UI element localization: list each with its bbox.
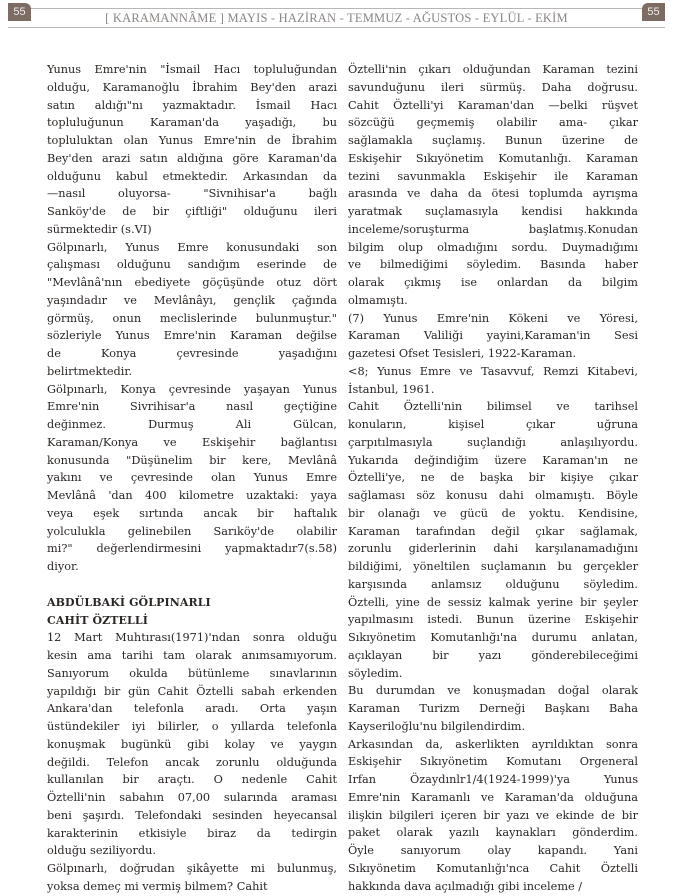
text-line: zorunlu giderlerinin dahi karşılanamadığını — [348, 542, 638, 556]
text-line: Gölpınarlı, doğrudan şikâyette mi bulunmuş, — [47, 862, 337, 875]
text-line: savunduğunu ileri sürmüş. Daha doğrusu. — [348, 80, 638, 94]
text-line: Gölpınarlı, Konya çevresinde yaşayan Yunus — [47, 382, 337, 396]
text-line: çarpıtılmasıyla suçlandığı anlaşılıyordu. — [348, 435, 638, 449]
text-line: bir olanağı ve gücü de yoktu. Kendisine, — [348, 506, 638, 520]
text-line: değinmez. Durmuş Ali Gülcan, — [47, 418, 337, 431]
text-line: belirtmektedir. — [47, 364, 133, 378]
text-line: Karaman/Konya ve Eskişehir bağlantısı — [47, 435, 337, 449]
text-line: söyledim. — [348, 666, 403, 680]
text-line: Karaman Turizm Derneği Başkanı Baha — [348, 702, 638, 715]
text-line: olduğu seziliyordu. — [47, 844, 156, 858]
text-line: olduğunu kabul etmektedir. Arkasından da — [47, 169, 337, 183]
text-line: çalışması olduğunu sandığım eserinde de — [47, 258, 337, 272]
text-line: konuşmak bugünkü gibi kolay ve yaygın — [47, 737, 337, 751]
text-line: karşısında anlamsız olduğunu söyledim. — [348, 577, 638, 591]
text-line: karakterinin etkisiyle biraz da tedirgin — [47, 826, 337, 840]
text-line: Ankara'dan telefonla aradı. Orta yaşın — [47, 702, 337, 716]
text-line: sözleriyle Yunus Emre'nin Karaman değilse — [47, 329, 337, 343]
right-column — [348, 61, 638, 895]
text-line: Eskişehir Sıkıyönetim Komutanlığı. Karaman — [348, 151, 638, 165]
spacer — [47, 576, 337, 594]
text-line: topluluğunun Karaman'da yaşadığı, bu — [47, 116, 337, 130]
text-line: Mevlânâ 'dan 400 kilometre uzaktaki: yaya — [47, 489, 337, 502]
text-line: konusunda "Düşünelim bir kere, Mevlânâ — [47, 453, 337, 467]
footnote-7 — [348, 310, 638, 363]
text-line: yaratmak suçlamasıyla kendisi hakkında — [348, 205, 638, 218]
text-line: İstanbul, 1961. — [348, 382, 435, 396]
text-line: açıklayan bir yazı gönderebileceğimi — [348, 648, 638, 662]
text-line: Öztelli'nin sabahın 07,00 sularında araması — [47, 791, 337, 804]
paragraph — [47, 381, 337, 576]
text-line: yolculukla gelinebilen Sarıköy'de olabilir — [47, 524, 337, 538]
text-line: paket olarak yazılı kaynakları gönderdim. — [348, 826, 638, 840]
text-line: görmüş, onun meclislerinde bulunmuştur." — [47, 311, 337, 325]
text-line: satın aldığı"nı yazmaktadır. İsmail Hacı — [47, 98, 337, 112]
text-line: olmamıştı. — [348, 293, 408, 307]
section-heading-oztelli: CAHİT ÖZTELLİ — [47, 613, 148, 627]
text-line: <8; Yunus Emre ve Tasavvuf, Remzi Kitabevi, — [348, 364, 638, 378]
left-column — [47, 61, 337, 896]
text-line: Öyle sanıyorum olay kapandı. Yani — [348, 844, 638, 857]
text-line: bilgim olup olmadığını sordu. Duymadığımı — [348, 240, 638, 254]
paragraph — [348, 61, 638, 310]
text-line: kullanılan bir araçtı. O nedenle Cahit — [47, 773, 337, 787]
text-line: 12 Mart Muhtırası(1971)'ndan sonra olduğu — [47, 631, 337, 645]
paragraph — [47, 629, 337, 860]
text-line: yakını ve çevresinde olan Yunus Emre — [47, 471, 337, 485]
text-line: üstündekiler iyi bilirler, o yıllarda telefonla — [47, 720, 337, 733]
text-line: diyor. — [47, 560, 79, 573]
text-line: —nasıl oluyorsa- "Sivnihisar'a bağlı — [47, 187, 337, 201]
text-line: veya eşek sırtında ancak bir haftalık — [47, 506, 337, 520]
text-line: Sanıyorum okulda bütünleme sınavlarının — [47, 666, 337, 680]
paragraph — [348, 682, 638, 735]
text-line: Sıkıyönetim Komutanlığı'nca Cahit Öztelli — [348, 861, 638, 875]
paragraph — [47, 61, 337, 239]
text-line: sürmektedir (s.VI) — [47, 222, 152, 236]
text-line: Irfan Özaydınlr1/4(1924-1999)'ya Yunus — [348, 773, 638, 786]
text-line: topluluktan olan Yunus Emre'nin de İbrahim — [47, 134, 337, 147]
text-line: Yunus Emre'nin "İsmail Hacı topluluğundan — [47, 63, 337, 76]
text-line: yaşındadır ve Mevlânâyı, gençlik çağında — [47, 293, 337, 307]
text-line: Karaman tarafından değil çıkar sağlamak, — [348, 524, 638, 538]
text-line: Arkasından da, askerlikten ayrıldıktan sonra — [348, 737, 638, 751]
text-line: inceleme/soruşturma başlatmış.Konudan — [348, 222, 638, 236]
text-line: Cahit Öztelli'nin bilimsel ve tarihsel — [348, 400, 638, 414]
text-line: arasında ve daha da ötesi toplumda ayrışma — [348, 187, 638, 201]
text-line: (7) Yunus Emre'nin Kökeni ve Yöresi, — [348, 311, 638, 325]
text-line: sözcüğü geçmemiş olabilir ama- çıkar — [348, 116, 638, 130]
text-line: Sanköy'de de bir çiftliği" olduğunu ileri — [47, 205, 337, 218]
text-line: bildiğimi, yöneltilen suçlamanın bu gerçekler — [348, 560, 638, 573]
page-number-right: 55 — [642, 3, 665, 21]
text-line: yapıldığı bir gün Cahit Öztelli sabah erkenden — [47, 684, 337, 698]
text-line: Öztelli'nin çıkarı olduğundan Karaman tezini — [348, 63, 638, 76]
text-line: Bey'den arazi satın aldığına göre Karaman'da — [47, 151, 337, 165]
text-line: olduğu, Karamanoğlu İbrahim Bey'den arazi — [47, 80, 337, 94]
text-line: konuların, kişisel çıkar uğruna — [348, 418, 638, 431]
text-line: değildi. Telefon ancak zorunlu olduğunda — [47, 755, 337, 769]
text-line: sağlamakla suçlamış. Bunun üzerine de — [348, 134, 638, 147]
page-number-left: 55 — [8, 3, 31, 21]
text-line: Karaman Valiliği yayini,Karaman'in Sesi — [348, 329, 638, 343]
text-line: Cahit Öztelli'yi Karaman'dan —belki rüşvet — [348, 98, 638, 112]
text-line: Yukarıda değindiğim üzere Karaman'ın ne — [348, 453, 638, 467]
text-line: de Konya çevresinde yaşadığını — [47, 347, 337, 360]
text-line: kesin ama tarihi tam olarak anımsamıyorum. — [47, 649, 337, 662]
text-line: tezini savunmakla Eskişehir ile Karaman — [348, 169, 638, 183]
text-line: ilişkin bilgileri içeren bir yazı ve ekinde de bir — [348, 808, 638, 822]
text-line: "Mevlânâ'nın ebediyete göçüşünde otuz dört — [47, 276, 337, 289]
text-line: olarak çıkmış ise onlardan da bilgim — [348, 276, 638, 289]
text-line: hakkında dava açılmadığı gibi inceleme / — [348, 879, 583, 893]
paragraph — [348, 398, 638, 682]
text-line: Sıkıyönetim Komutanlığı'na durumu anlatan, — [348, 631, 638, 644]
paragraph — [348, 736, 638, 896]
text-line: Eskişehir Sıkıyönetim Komutanı Orgeneral — [348, 755, 638, 769]
text-line: Öztelli, yine de sessiz kalmak yerine bir şeyler — [348, 595, 638, 609]
text-line: Emre'nin Karamanlı ve Karaman'da olduğuna — [348, 790, 638, 804]
text-line: sağlaması söz konusu dahi olmamıştı. Böyle — [348, 489, 638, 502]
text-line: gazetesi Ofset Tesisleri, 1922-Karaman. — [348, 347, 577, 360]
text-line: beni şaşırdı. Telefondaki sesinden heyecansal — [47, 808, 337, 822]
text-line: Öztelli'ye, ne de başka bir kişiye çıkar — [348, 471, 638, 485]
text-line: Bu durumdan ve konuşmadan doğal olarak — [348, 684, 638, 698]
text-line: mi?" değerlendirmesini yapmaktadır7(s.58) — [47, 542, 337, 556]
text-line: Kayseriloğlu'nu bilgilendirdim. — [348, 719, 526, 733]
text-line: yoksa demeç mi vermiş bilmem? Cahit — [47, 879, 268, 893]
footnote-8 — [348, 363, 638, 399]
section-heading-golpinarli: ABDÜLBAKİ GÖLPINARLI — [47, 595, 211, 609]
text-line: Emre'nin Sivrihisar'a nasıl geçtiğine — [47, 400, 337, 414]
text-line: yapılmasını istedi. Bunun üzerine Eskişehir — [348, 613, 638, 627]
paragraph — [47, 239, 337, 381]
text-line: ve bilmediğimi söyledim. Basında haber — [348, 258, 638, 272]
paragraph — [47, 860, 337, 896]
running-head-title: [ KARAMANNÂME ] MAYIS - HAZİRAN - TEMMUZ - AĞUSTOS - EYLÜL - EKİM — [105, 11, 568, 25]
text-line: Gölpınarlı, Yunus Emre konusundaki son — [47, 240, 337, 254]
